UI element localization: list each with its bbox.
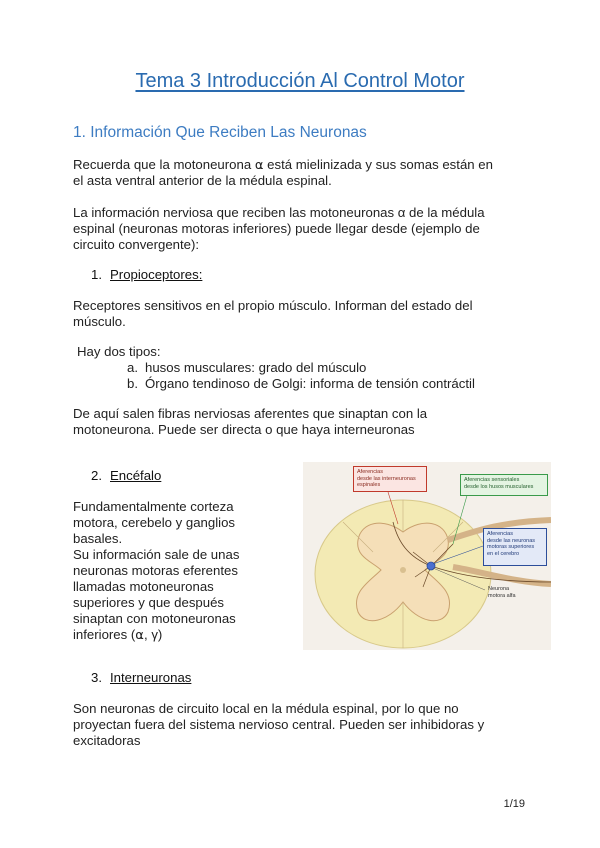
paragraph-line: espinal (neuronas motoras inferiores) puede llegar desde (ejemplo de	[73, 221, 480, 236]
callout-line: Aferencias	[357, 469, 383, 475]
paragraph-line: De aquí salen fibras nerviosas aferentes que sinaptan con la	[73, 406, 428, 421]
page-title: Tema 3 Introducción Al Control Motor	[135, 70, 465, 92]
list-heading-encefalo	[110, 468, 161, 483]
callout-line: motoras superiores	[487, 544, 535, 550]
sublist-item: husos musculares: grado del músculo	[145, 360, 367, 375]
callout-line: espinales	[357, 482, 381, 488]
paragraph-line: sinaptan con motoneuronas	[73, 611, 236, 626]
list-heading-label: Propioceptores:	[110, 267, 203, 282]
paragraph-line: motoneurona. Puede ser directa o que haya interneuronas	[73, 422, 415, 437]
paragraph-line: basales.	[73, 531, 123, 546]
central-canal	[400, 567, 406, 573]
callout-line: desde las neuronas	[487, 537, 536, 544]
callout-interneurons	[353, 466, 427, 492]
list-heading-label: Interneuronas	[110, 670, 192, 685]
sublist-item: Órgano tendinoso de Golgi: informa de tensión contráctil	[145, 376, 475, 391]
paragraph-line: La información nerviosa que reciben las motoneuronas α de la médula	[73, 205, 485, 220]
list-number: 1.	[91, 267, 102, 282]
callout-line: desde las interneuronas	[357, 475, 416, 482]
list-heading-interneuronas	[110, 670, 191, 685]
paragraph-line: neuronas motoras eferentes	[73, 563, 238, 578]
paragraph-line: Recuerda que la motoneurona ⍺ está mielinizada y sus somas están en	[73, 157, 493, 172]
alpha-motor-neuron-soma	[427, 562, 435, 570]
paragraph-line: motora, cerebelo y ganglios	[73, 515, 236, 530]
spinal-cord-figure	[303, 462, 551, 650]
label-alpha-motor-neuron	[485, 584, 535, 602]
paragraph-line: llamadas motoneuronas	[73, 579, 214, 594]
callout-line: motora alfa	[488, 592, 516, 599]
sublist-marker: a.	[127, 360, 138, 375]
page-number: 1/19	[503, 798, 525, 810]
callout-line: desde los husos musculares	[464, 483, 534, 490]
paragraph-line: el asta ventral anterior de la médula espinal.	[73, 173, 332, 188]
paragraph-line: superiores y que después	[73, 595, 225, 610]
callout-line: Aferencias	[487, 531, 513, 537]
paragraph-line: Hay dos tipos:	[77, 344, 161, 359]
list-number: 3.	[91, 670, 102, 685]
list-number: 2.	[91, 468, 102, 483]
callout-upper-motor-neurons	[483, 528, 547, 566]
section-heading: 1. Información Que Reciben Las Neuronas	[73, 124, 367, 141]
list-heading-propioceptores	[110, 267, 202, 282]
paragraph-line: excitadoras	[73, 733, 141, 748]
list-heading-label: Encéfalo	[110, 468, 162, 483]
paragraph-line: circuito convergente):	[73, 237, 200, 252]
paragraph-line: inferiores (⍺, γ)	[73, 627, 163, 642]
sublist-marker: b.	[127, 376, 138, 391]
paragraph-line: Receptores sensitivos en el propio músculo. Informan del estado del	[73, 298, 473, 313]
paragraph-line: proyectan fuera del sistema nervioso central. Pueden ser inhibidoras y	[73, 717, 485, 732]
paragraph-line: Son neuronas de circuito local en la médula espinal, por lo que no	[73, 701, 459, 716]
callout-line: en el cerebro	[487, 550, 520, 557]
callout-muscle-spindles	[460, 474, 548, 496]
callout-line: Aferencias sensoriales	[464, 477, 520, 483]
paragraph-line: Su información sale de unas	[73, 547, 240, 562]
paragraph-line: Fundamentalmente corteza	[73, 499, 234, 514]
callout-line: Neurona	[488, 586, 510, 592]
paragraph-line: músculo.	[73, 314, 126, 329]
